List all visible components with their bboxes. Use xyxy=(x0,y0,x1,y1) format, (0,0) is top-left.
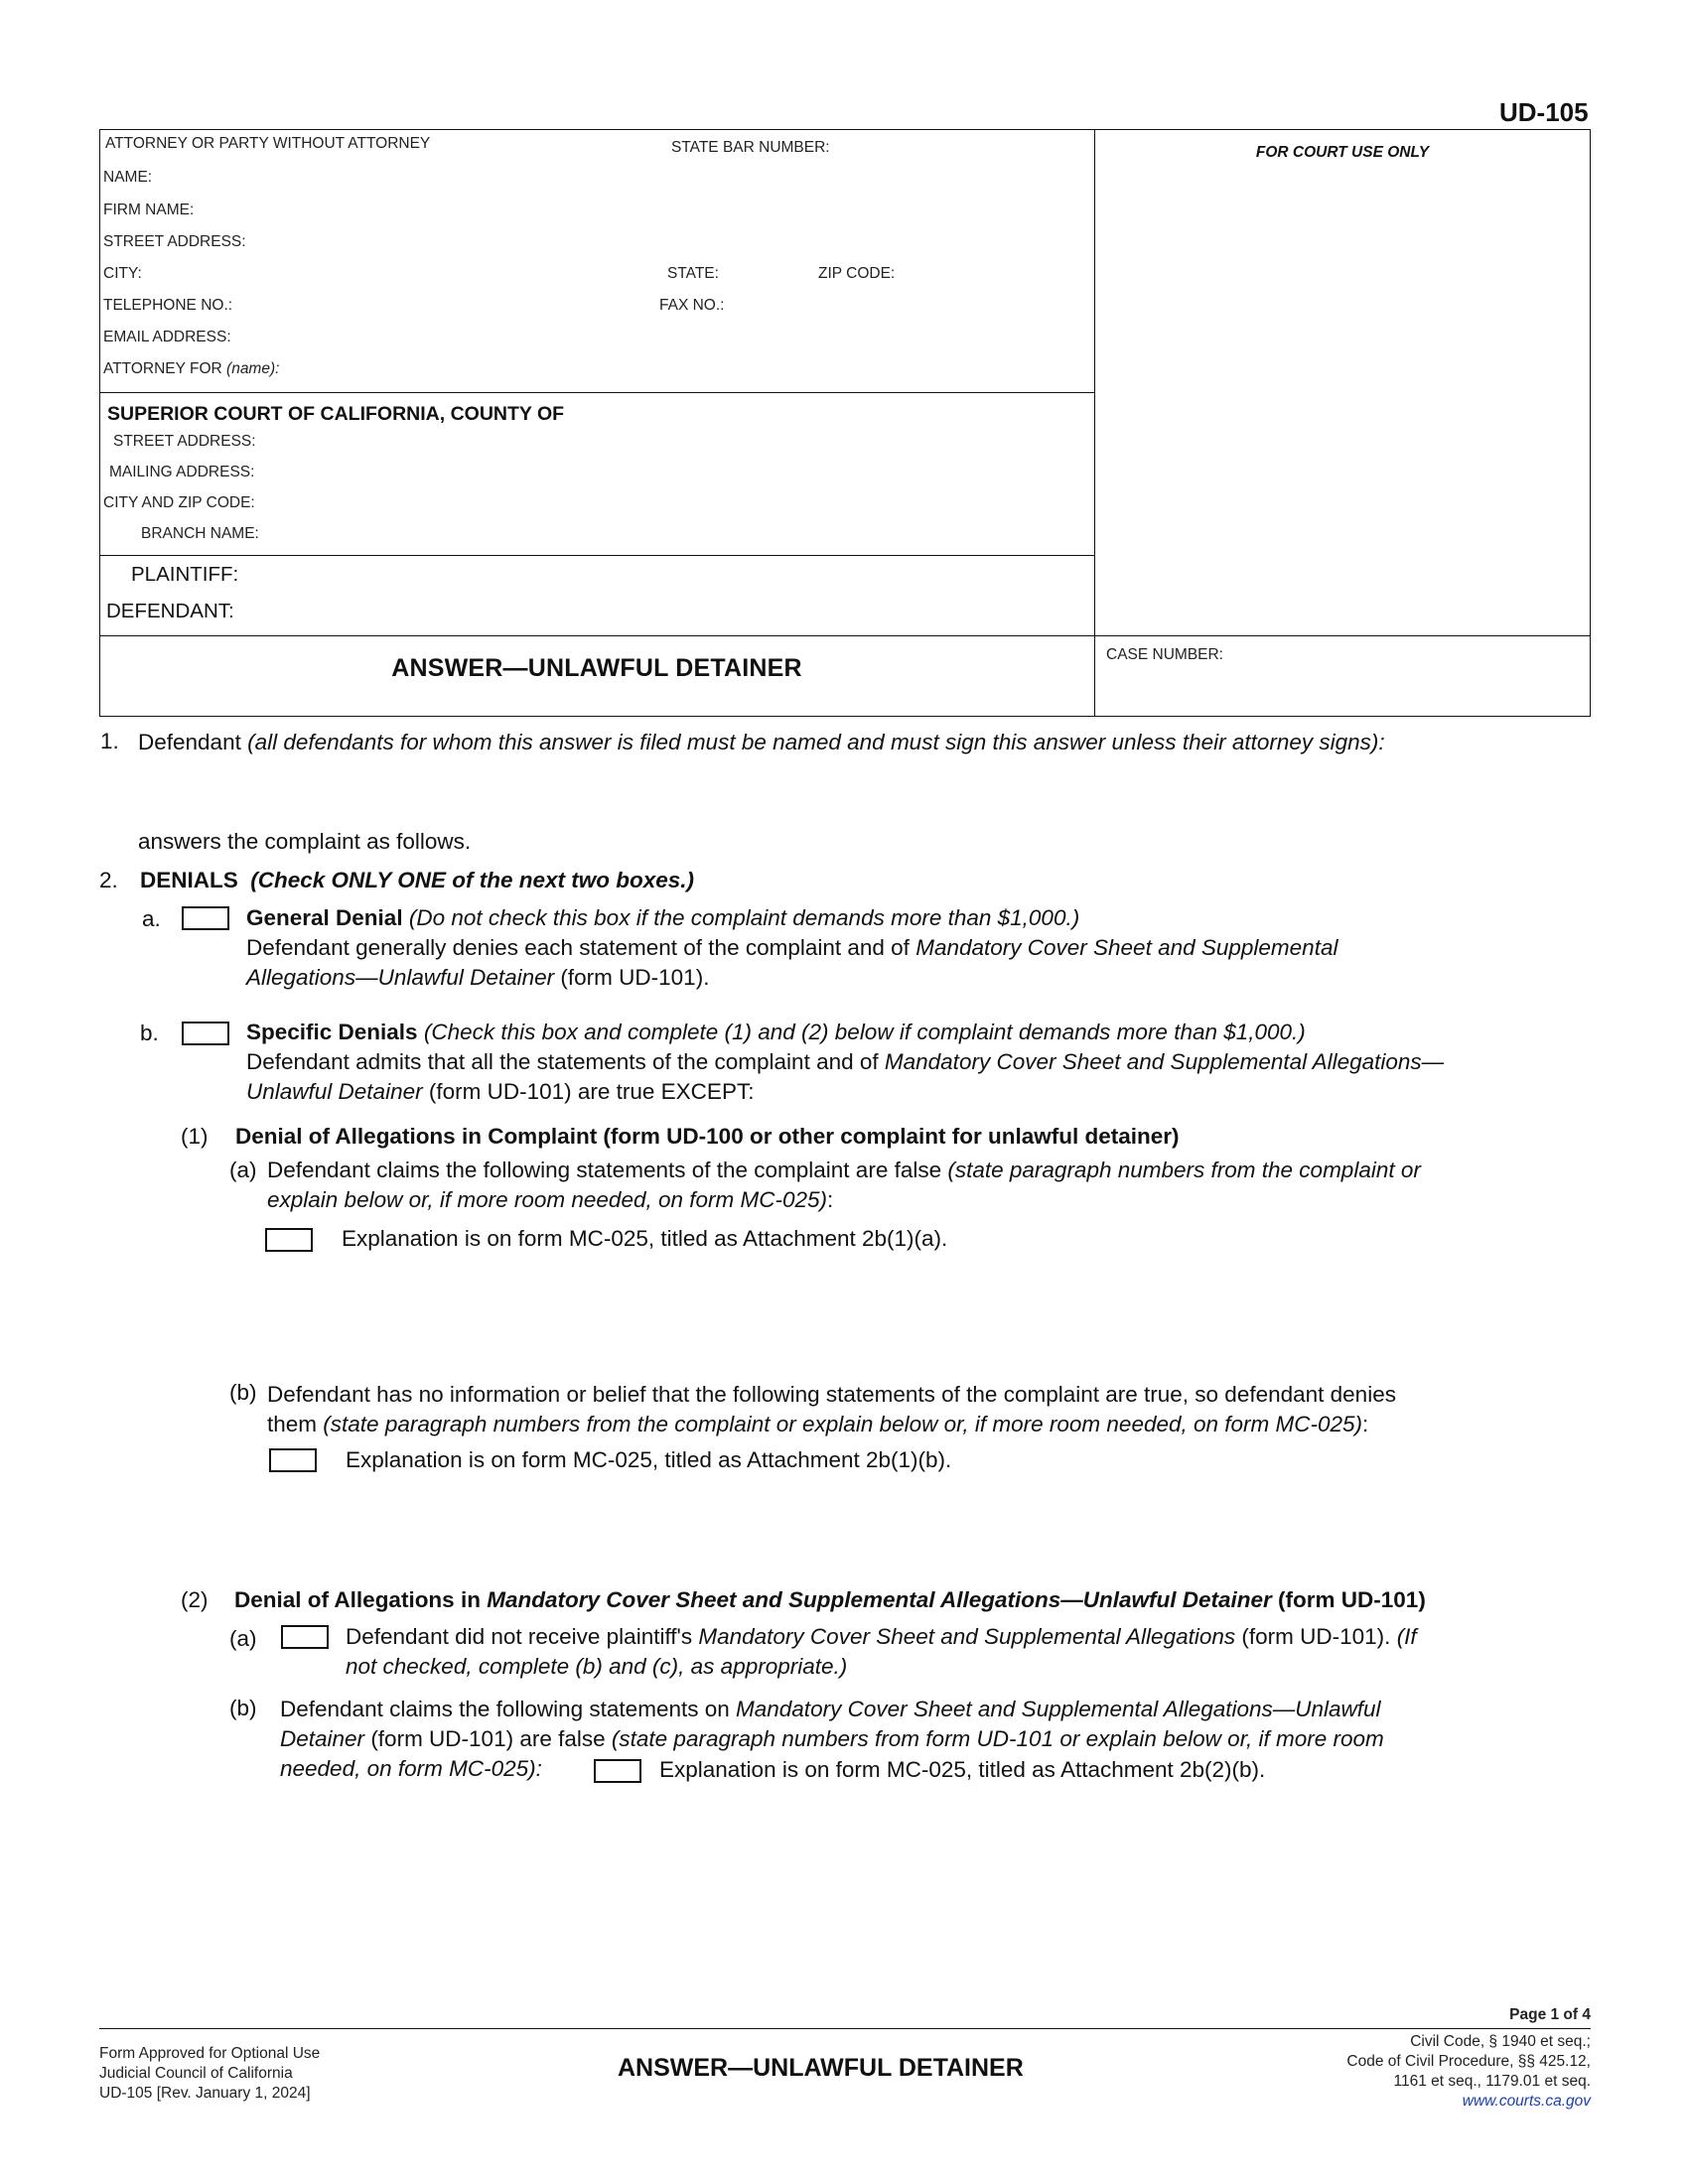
citation-line-1: Civil Code, § 1940 et seq.; xyxy=(1410,2033,1591,2050)
footer-title: ANSWER—UNLAWFUL DETAINER xyxy=(618,2054,1024,2082)
item2b2b-line2: Detainer (form UD-101) are false (state paragraph numbers from form UD-101 or explain below or, if more room xyxy=(280,1726,1384,1751)
item2b1-title: Denial of Allegations in Complaint (form UD-100 or other complaint for unlawful detainer) xyxy=(235,1124,1180,1149)
item2b2a-line1: Defendant did not receive plaintiff's Mandatory Cover Sheet and Supplemental Allegations (form UD-101). (If xyxy=(346,1624,1417,1649)
state-bar-label: STATE BAR NUMBER: xyxy=(671,139,830,156)
item2b2a-line2: not checked, complete (b) and (c), as appropriate.) xyxy=(346,1654,848,1679)
citation-line-3: 1161 et seq., 1179.01 et seq. xyxy=(1393,2073,1591,2090)
item2-heading: DENIALS (Check ONLY ONE of the next two boxes.) xyxy=(140,868,695,892)
attachment-2b1a-text: Explanation is on form MC-025, titled as Attachment 2b(1)(a). xyxy=(342,1226,948,1251)
item2b1a-line1: Defendant claims the following statements of the complaint are false (state paragraph numbers from the complaint or xyxy=(267,1158,1421,1182)
item1-number: 1. xyxy=(100,729,119,753)
caption-vertical-divider xyxy=(1094,129,1095,717)
did-not-receive-checkbox[interactable] xyxy=(281,1625,329,1649)
approved-line-1: Form Approved for Optional Use xyxy=(99,2045,321,2062)
item2b2-number: (2) xyxy=(181,1587,209,1612)
court-use-label: FOR COURT USE ONLY xyxy=(1255,144,1430,161)
form-number: UD-105 xyxy=(1499,97,1589,127)
zip-code-label: ZIP CODE: xyxy=(818,265,896,282)
item2b2-title: Denial of Allegations in Mandatory Cover Sheet and Supplemental Allegations—Unlawful Detainer (form UD-101) xyxy=(234,1587,1426,1612)
item2b2b-line3: needed, on form MC-025): xyxy=(280,1756,542,1781)
general-denial-heading: General Denial (Do not check this box if the complaint demands more than $1,000.) xyxy=(246,905,1080,930)
approved-line-3: UD-105 [Rev. January 1, 2024] xyxy=(99,2085,311,2102)
defendant-label: DEFENDANT: xyxy=(106,600,234,622)
item2b2b-line1: Defendant claims the following statements on Mandatory Cover Sheet and Supplemental Allegations—Unlawful xyxy=(280,1697,1381,1721)
item2a-letter: a. xyxy=(142,906,161,931)
item2b-letter: b. xyxy=(140,1021,159,1045)
specific-denials-line1: Defendant admits that all the statements of the complaint and of Mandatory Cover Sheet and Supplemental Allegations— xyxy=(246,1049,1445,1074)
item1-text: Defendant (all defendants for whom this answer is filed must be named and must sign this answer unless their attorney signs): xyxy=(138,730,1385,754)
court-city-zip-label: CITY AND ZIP CODE: xyxy=(103,494,255,511)
email-label: EMAIL ADDRESS: xyxy=(103,329,231,345)
state-label: STATE: xyxy=(667,265,719,282)
approved-line-2: Judicial Council of California xyxy=(99,2065,293,2082)
item2b1b-letter: (b) xyxy=(229,1380,257,1405)
attachment-2b1b-text: Explanation is on form MC-025, titled as Attachment 2b(1)(b). xyxy=(346,1447,952,1472)
city-label: CITY: xyxy=(103,265,142,282)
courts-website-link[interactable]: www.courts.ca.gov xyxy=(1462,2093,1591,2110)
attorney-label: ATTORNEY OR PARTY WITHOUT ATTORNEY xyxy=(105,135,431,152)
specific-denials-checkbox[interactable] xyxy=(182,1022,229,1045)
attachment-2b1b-checkbox[interactable] xyxy=(269,1448,317,1472)
specific-denials-line2: Unlawful Detainer (form UD-101) are true EXCEPT: xyxy=(246,1079,755,1104)
form-title: ANSWER—UNLAWFUL DETAINER xyxy=(391,654,802,682)
general-denial-line1: Defendant generally denies each statement of the complaint and of Mandatory Cover Sheet and Supplemental xyxy=(246,935,1338,960)
item2b1-number: (1) xyxy=(181,1124,209,1149)
item2b1b-line1: Defendant has no information or belief that the following statements of the complaint are true, so defendant denies xyxy=(267,1382,1396,1407)
general-denial-line2: Allegations—Unlawful Detainer (form UD-101). xyxy=(246,965,710,990)
fax-label: FAX NO.: xyxy=(659,297,725,314)
divider-parties-title xyxy=(99,635,1591,636)
item2b2a-letter: (a) xyxy=(229,1626,257,1651)
item1-closing: answers the complaint as follows. xyxy=(138,829,472,854)
item2-number: 2. xyxy=(99,868,118,892)
footer-rule xyxy=(99,2028,1591,2029)
telephone-label: TELEPHONE NO.: xyxy=(103,297,233,314)
attachment-2b2b-text: Explanation is on form MC-025, titled as Attachment 2b(2)(b). xyxy=(659,1757,1266,1782)
citation-line-2: Code of Civil Procedure, §§ 425.12, xyxy=(1346,2053,1591,2070)
page-number: Page 1 of 4 xyxy=(1509,2006,1591,2023)
attorney-for-label: ATTORNEY FOR (name): xyxy=(103,360,280,377)
attachment-2b2b-checkbox[interactable] xyxy=(594,1759,641,1783)
street-address-label: STREET ADDRESS: xyxy=(103,233,246,250)
divider-court-parties xyxy=(99,555,1094,556)
court-street-label: STREET ADDRESS: xyxy=(113,433,256,450)
general-denial-checkbox[interactable] xyxy=(182,906,229,930)
plaintiff-label: PLAINTIFF: xyxy=(131,563,239,586)
firm-name-label: FIRM NAME: xyxy=(103,202,195,218)
item2b1a-letter: (a) xyxy=(229,1158,257,1182)
item2b1a-line2: explain below or, if more room needed, on form MC-025): xyxy=(267,1187,834,1212)
divider-attorney-court xyxy=(99,392,1094,393)
item2b1b-line2: them (state paragraph numbers from the complaint or explain below or, if more room needed, on form MC-025): xyxy=(267,1412,1369,1436)
court-mailing-label: MAILING ADDRESS: xyxy=(109,464,255,480)
attachment-2b1a-checkbox[interactable] xyxy=(265,1228,313,1252)
court-branch-label: BRANCH NAME: xyxy=(141,525,259,542)
item2b2b-letter: (b) xyxy=(229,1696,257,1720)
court-title: SUPERIOR COURT OF CALIFORNIA, COUNTY OF xyxy=(107,403,565,425)
case-number-label: CASE NUMBER: xyxy=(1106,646,1223,663)
name-label: NAME: xyxy=(103,169,153,186)
specific-denials-heading: Specific Denials (Check this box and complete (1) and (2) below if complaint demands more than $1,000.) xyxy=(246,1020,1306,1044)
